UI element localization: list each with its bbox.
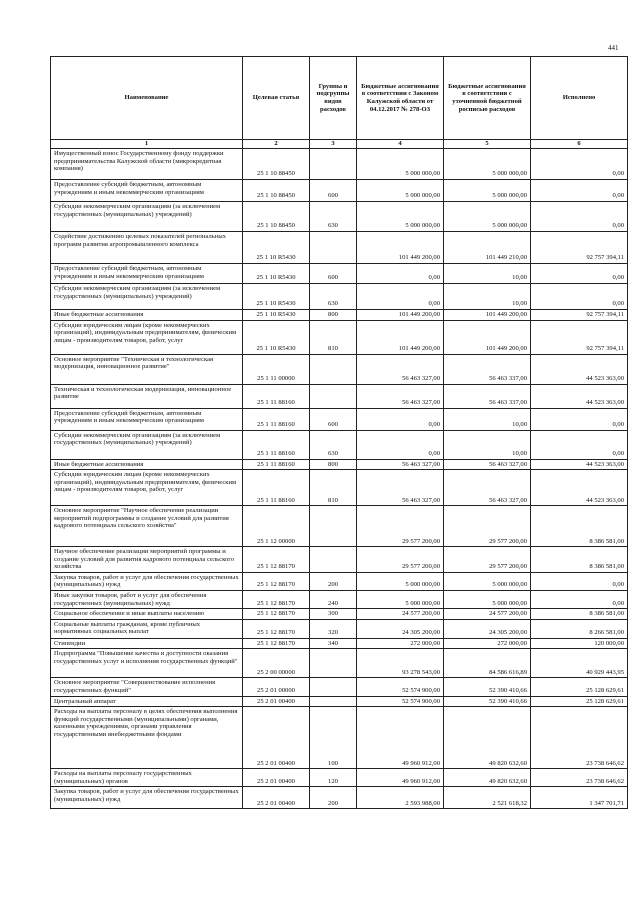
row-planned-amount: 101 449 200,00 — [357, 320, 444, 354]
header-executed: Исполнено — [531, 57, 628, 140]
row-target-article: 25 1 10 88450 — [243, 149, 310, 180]
table-row — [51, 609, 628, 620]
row-name: Закупка товаров, работ и услуг для обеспечения государственных (муниципальных) нужд — [51, 572, 243, 590]
row-planned-amount: 56 463 327,00 — [357, 384, 444, 408]
row-revised-amount: 52 390 410,66 — [444, 678, 531, 696]
row-name: Научное обеспечение реализации мероприятий программы и создание условий для развития кадрового потенциала сельского хозяйства — [51, 547, 243, 573]
row-expense-group: 200 — [310, 572, 357, 590]
column-number: 6 — [531, 140, 628, 149]
row-planned-amount: 0,00 — [357, 284, 444, 310]
row-revised-amount: 56 463 337,00 — [444, 384, 531, 408]
row-name: Социальные выплаты гражданам, кроме публичных нормативных социальных выплат — [51, 619, 243, 638]
row-target-article: 25 2 01 00400 — [243, 696, 310, 707]
row-revised-amount: 24 305 200,00 — [444, 619, 531, 638]
page-number: 441 — [608, 44, 619, 52]
table-row — [51, 320, 628, 354]
table-row — [51, 678, 628, 696]
row-target-article: 25 2 01 00400 — [243, 769, 310, 787]
row-name: Предоставление субсидий бюджетным, автономным учреждениям и иным некоммерческим организациям — [51, 408, 243, 430]
row-name: Основное мероприятие "Техническая и технологическая модернизация, инновационное развитие" — [51, 354, 243, 384]
row-planned-amount: 5 000 000,00 — [357, 591, 444, 609]
row-target-article: 25 2 01 00000 — [243, 678, 310, 696]
table-row — [51, 264, 628, 284]
row-expense-group — [310, 232, 357, 264]
row-target-article: 25 1 11 88160 — [243, 470, 310, 506]
row-name: Подпрограмма "Повышение качества и доступности оказания государственных услуг и исполнения государственных функций" — [51, 649, 243, 678]
row-name: Основное мероприятие "Научное обеспечение реализации мероприятий подпрограммы и создание условий для развития кадрового потенциала сельского хозяйства" — [51, 506, 243, 547]
column-number: 5 — [444, 140, 531, 149]
row-expense-group — [310, 384, 357, 408]
row-executed-amount: 0,00 — [531, 264, 628, 284]
table-row — [51, 707, 628, 769]
table-row — [51, 459, 628, 470]
row-name: Субсидии некоммерческим организациям (за исключением государственных (муниципальных) учреждений) — [51, 284, 243, 310]
row-revised-amount: 52 390 410,66 — [444, 696, 531, 707]
row-name: Субсидии некоммерческим организациям (за исключением государственных (муниципальных) учреждений) — [51, 202, 243, 232]
row-name: Основное мероприятие "Совершенствование исполнения государственных функций" — [51, 678, 243, 696]
row-planned-amount: 24 305 200,00 — [357, 619, 444, 638]
row-expense-group: 630 — [310, 430, 357, 459]
row-planned-amount: 272 000,00 — [357, 638, 444, 649]
row-expense-group — [310, 696, 357, 707]
row-revised-amount: 10,00 — [444, 284, 531, 310]
row-target-article: 25 1 10 88450 — [243, 202, 310, 232]
row-target-article: 25 1 10 R5430 — [243, 264, 310, 284]
row-revised-amount: 272 000,00 — [444, 638, 531, 649]
table-body — [51, 149, 628, 809]
row-executed-amount: 0,00 — [531, 408, 628, 430]
row-planned-amount: 101 449 200,00 — [357, 310, 444, 321]
row-planned-amount: 29 577 200,00 — [357, 547, 444, 573]
row-revised-amount: 5 000 000,00 — [444, 202, 531, 232]
row-expense-group: 300 — [310, 609, 357, 620]
row-revised-amount: 56 463 327,00 — [444, 470, 531, 506]
row-target-article: 25 1 12 88170 — [243, 547, 310, 573]
table-row — [51, 430, 628, 459]
row-revised-amount: 5 000 000,00 — [444, 591, 531, 609]
row-executed-amount: 92 757 394,11 — [531, 320, 628, 354]
row-revised-amount: 10,00 — [444, 408, 531, 430]
row-planned-amount: 0,00 — [357, 264, 444, 284]
table-row — [51, 547, 628, 573]
table-row — [51, 572, 628, 590]
row-revised-amount: 10,00 — [444, 264, 531, 284]
row-expense-group — [310, 547, 357, 573]
row-revised-amount: 49 820 632,60 — [444, 769, 531, 787]
row-target-article: 25 1 12 88170 — [243, 572, 310, 590]
row-target-article: 25 1 12 88170 — [243, 619, 310, 638]
row-planned-amount: 49 960 912,00 — [357, 769, 444, 787]
row-name: Предоставление субсидий бюджетным, автономным учреждениям и иным некоммерческим организациям — [51, 264, 243, 284]
row-name: Иные бюджетные ассигнования — [51, 459, 243, 470]
row-executed-amount: 0,00 — [531, 180, 628, 202]
row-name: Предоставление субсидий бюджетным, автономным учреждениям и иным некоммерческим организациям — [51, 180, 243, 202]
row-executed-amount: 44 523 363,00 — [531, 459, 628, 470]
row-executed-amount: 44 523 363,00 — [531, 470, 628, 506]
row-expense-group: 120 — [310, 769, 357, 787]
table-row — [51, 638, 628, 649]
row-expense-group: 340 — [310, 638, 357, 649]
header-target-article: Целевая статья — [243, 57, 310, 140]
row-revised-amount: 101 449 210,00 — [444, 232, 531, 264]
budget-execution-table — [50, 56, 628, 809]
row-expense-group: 320 — [310, 619, 357, 638]
row-name: Содействие достижению целевых показателей региональных программ развития агропромышленного комплекса — [51, 232, 243, 264]
column-number-row — [51, 140, 628, 149]
row-expense-group: 630 — [310, 202, 357, 232]
row-target-article: 25 1 12 00000 — [243, 506, 310, 547]
table-row — [51, 769, 628, 787]
row-name: Расходы на выплаты персоналу государственных (муниципальных) органов — [51, 769, 243, 787]
row-executed-amount: 1 347 701,71 — [531, 787, 628, 809]
row-planned-amount: 56 463 327,00 — [357, 459, 444, 470]
row-target-article: 25 1 10 88450 — [243, 180, 310, 202]
row-planned-amount: 0,00 — [357, 408, 444, 430]
row-executed-amount: 8 386 581,00 — [531, 609, 628, 620]
row-planned-amount: 101 449 200,00 — [357, 232, 444, 264]
row-revised-amount: 10,00 — [444, 430, 531, 459]
row-target-article: 25 2 00 00000 — [243, 649, 310, 678]
row-target-article: 25 1 10 R5430 — [243, 320, 310, 354]
row-name: Иные бюджетные ассигнования — [51, 310, 243, 321]
row-expense-group: 800 — [310, 310, 357, 321]
row-revised-amount: 29 577 200,00 — [444, 506, 531, 547]
table-row — [51, 284, 628, 310]
row-expense-group: 630 — [310, 284, 357, 310]
row-expense-group: 810 — [310, 470, 357, 506]
row-target-article: 25 1 12 88170 — [243, 591, 310, 609]
row-executed-amount: 8 266 581,00 — [531, 619, 628, 638]
row-name: Расходы на выплаты персоналу в целях обеспечения выполнения функций государственными (муниципальными) органами, казенными учреждениями, органами управления государственными внебюджетными фондами — [51, 707, 243, 769]
table-row — [51, 408, 628, 430]
row-planned-amount: 0,00 — [357, 430, 444, 459]
table-row — [51, 232, 628, 264]
row-name: Закупка товаров, работ и услуг для обеспечения государственных (муниципальных) нужд — [51, 787, 243, 809]
row-target-article: 25 2 01 00400 — [243, 707, 310, 769]
row-revised-amount: 5 000 000,00 — [444, 149, 531, 180]
row-executed-amount: 25 128 629,61 — [531, 696, 628, 707]
row-planned-amount: 56 463 327,00 — [357, 470, 444, 506]
row-name: Субсидии юридическим лицам (кроме некоммерческих организаций), индивидуальным предпринимателям, физическим лицам - производителям товаров, работ, услуг — [51, 320, 243, 354]
row-target-article: 25 1 11 88160 — [243, 408, 310, 430]
column-number: 1 — [51, 140, 243, 149]
row-executed-amount: 44 523 363,00 — [531, 384, 628, 408]
row-executed-amount: 40 929 443,95 — [531, 649, 628, 678]
row-revised-amount: 56 463 337,00 — [444, 354, 531, 384]
row-expense-group: 200 — [310, 787, 357, 809]
row-name: Центральный аппарат — [51, 696, 243, 707]
row-name: Техническая и технологическая модернизация, инновационное развитие — [51, 384, 243, 408]
row-name: Субсидии юридическим лицам (кроме некоммерческих организаций), индивидуальным предпринимателям, физическим лицам - производителям товаров, работ, услуг — [51, 470, 243, 506]
row-target-article: 25 1 11 00000 — [243, 354, 310, 384]
column-number: 3 — [310, 140, 357, 149]
row-executed-amount: 120 000,00 — [531, 638, 628, 649]
table-row — [51, 180, 628, 202]
row-expense-group — [310, 354, 357, 384]
row-target-article: 25 1 11 88160 — [243, 459, 310, 470]
row-planned-amount: 5 000 000,00 — [357, 572, 444, 590]
row-revised-amount: 56 463 327,00 — [444, 459, 531, 470]
header-expense-groups: Группы и подгруппы видов расходов — [310, 57, 357, 140]
row-planned-amount: 29 577 200,00 — [357, 506, 444, 547]
table-row — [51, 149, 628, 180]
row-planned-amount: 49 960 912,00 — [357, 707, 444, 769]
row-target-article: 25 2 01 00400 — [243, 787, 310, 809]
row-revised-amount: 2 521 618,32 — [444, 787, 531, 809]
row-executed-amount: 23 738 646,62 — [531, 707, 628, 769]
row-name: Субсидии некоммерческим организациям (за исключением государственных (муниципальных) учреждений) — [51, 430, 243, 459]
table-row — [51, 384, 628, 408]
column-number: 4 — [357, 140, 444, 149]
row-target-article: 25 1 10 R5430 — [243, 284, 310, 310]
row-target-article: 25 1 12 88170 — [243, 638, 310, 649]
row-planned-amount: 56 463 327,00 — [357, 354, 444, 384]
row-target-article: 25 1 12 88170 — [243, 609, 310, 620]
header-name: Наименование — [51, 57, 243, 140]
header-planned-allocations: Бюджетные ассигнования в соответствии с Законом Калужской области от 04.12.2017 № 278-ОЗ — [357, 57, 444, 140]
row-executed-amount: 44 523 363,00 — [531, 354, 628, 384]
row-expense-group: 240 — [310, 591, 357, 609]
row-expense-group: 600 — [310, 180, 357, 202]
column-number: 2 — [243, 140, 310, 149]
row-executed-amount: 0,00 — [531, 591, 628, 609]
row-planned-amount: 52 574 900,00 — [357, 696, 444, 707]
row-expense-group: 800 — [310, 459, 357, 470]
row-target-article: 25 1 11 88160 — [243, 430, 310, 459]
row-revised-amount: 5 000 000,00 — [444, 180, 531, 202]
row-executed-amount: 0,00 — [531, 572, 628, 590]
row-name: Стипендии — [51, 638, 243, 649]
row-executed-amount: 0,00 — [531, 149, 628, 180]
row-planned-amount: 2 593 988,00 — [357, 787, 444, 809]
table-row — [51, 354, 628, 384]
header-revised-allocations: Бюджетные ассигнования в соответствии с уточненной бюджетной росписью расходов — [444, 57, 531, 140]
row-executed-amount: 0,00 — [531, 202, 628, 232]
row-revised-amount: 29 577 200,00 — [444, 547, 531, 573]
table-row — [51, 591, 628, 609]
table-row — [51, 310, 628, 321]
header-row — [51, 57, 628, 140]
row-executed-amount: 23 738 646,62 — [531, 769, 628, 787]
row-revised-amount: 5 000 000,00 — [444, 572, 531, 590]
row-name: Социальное обеспечение и иные выплаты населению — [51, 609, 243, 620]
table-row — [51, 619, 628, 638]
table-row — [51, 649, 628, 678]
row-executed-amount: 25 128 629,61 — [531, 678, 628, 696]
row-revised-amount: 101 449 200,00 — [444, 310, 531, 321]
row-revised-amount: 84 586 616,89 — [444, 649, 531, 678]
row-expense-group — [310, 649, 357, 678]
table-row — [51, 506, 628, 547]
row-executed-amount: 8 386 581,00 — [531, 506, 628, 547]
row-planned-amount: 93 278 543,00 — [357, 649, 444, 678]
row-planned-amount: 5 000 000,00 — [357, 180, 444, 202]
row-expense-group — [310, 506, 357, 547]
row-executed-amount: 0,00 — [531, 430, 628, 459]
row-name: Имущественный взнос Государственному фонду поддержки предпринимательства Калужской области (микрокредитная компания) — [51, 149, 243, 180]
row-revised-amount: 49 820 632,60 — [444, 707, 531, 769]
row-executed-amount: 92 757 394,11 — [531, 232, 628, 264]
row-executed-amount: 8 386 581,00 — [531, 547, 628, 573]
row-target-article: 25 1 11 88160 — [243, 384, 310, 408]
row-planned-amount: 24 577 200,00 — [357, 609, 444, 620]
row-expense-group — [310, 678, 357, 696]
row-target-article: 25 1 10 R5430 — [243, 310, 310, 321]
row-expense-group: 600 — [310, 264, 357, 284]
row-expense-group: 100 — [310, 707, 357, 769]
row-planned-amount: 5 000 000,00 — [357, 202, 444, 232]
row-executed-amount: 0,00 — [531, 284, 628, 310]
row-executed-amount: 92 757 394,11 — [531, 310, 628, 321]
row-revised-amount: 101 449 200,00 — [444, 320, 531, 354]
row-expense-group: 600 — [310, 408, 357, 430]
table-row — [51, 696, 628, 707]
table-row — [51, 470, 628, 506]
row-expense-group — [310, 149, 357, 180]
row-name: Иные закупки товаров, работ и услуг для обеспечения государственных (муниципальных) нужд — [51, 591, 243, 609]
table-row — [51, 787, 628, 809]
table-row — [51, 202, 628, 232]
row-revised-amount: 24 577 200,00 — [444, 609, 531, 620]
row-planned-amount: 52 574 900,00 — [357, 678, 444, 696]
row-target-article: 25 1 10 R5430 — [243, 232, 310, 264]
row-planned-amount: 5 000 000,00 — [357, 149, 444, 180]
row-expense-group: 810 — [310, 320, 357, 354]
